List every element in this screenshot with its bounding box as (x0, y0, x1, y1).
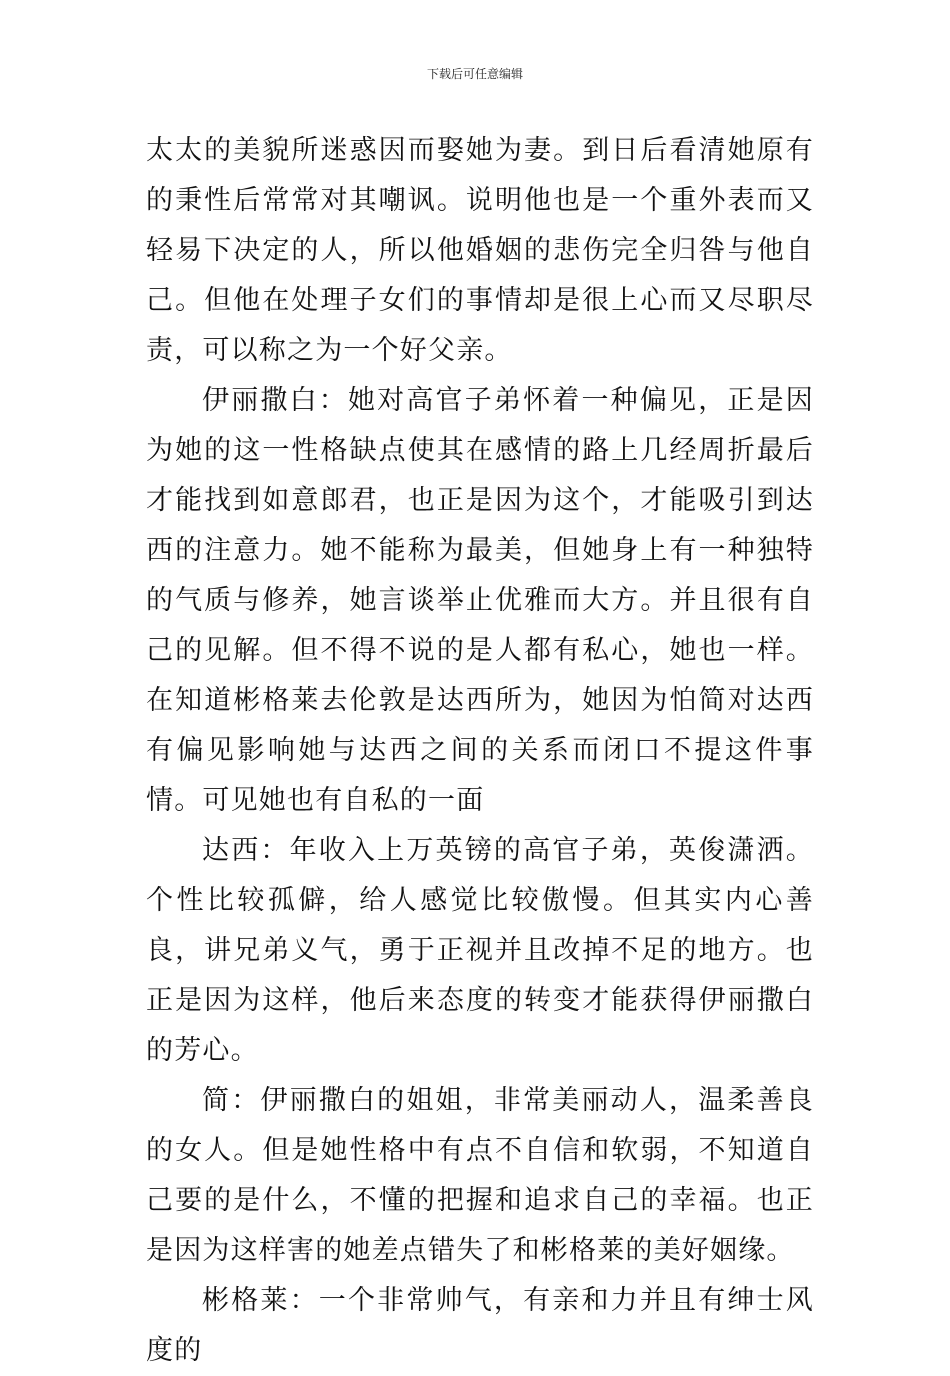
paragraph-darcy: 达西：年收入上万英镑的高官子弟，英俊潇洒。个性比较孤僻，给人感觉比较傲慢。但其实内心善良，讲兄弟义气，勇于正视并且改掉不足的地方。也正是因为这样，他后来态度的转变才能获得伊丽撒白的芳心。 (146, 835, 814, 1066)
paragraph-bingley: 彬格莱：一个非常帅气，有亲和力并且有绅士风度的 (146, 1285, 814, 1366)
page-header: 下载后可任意编辑 (426, 67, 523, 81)
document-body (146, 126, 814, 1376)
paragraph-elizabeth: 伊丽撒白：她对高官子弟怀着一种偏见，正是因为她的这一性格缺点使其在感情的路上几经周折最后才能找到如意郎君，也正是因为这个，才能吸引到达西的注意力。她不能称为最美，但她身上有一种独特的气质与修养，她言谈举止优雅而大方。并且很有自己的见解。但不得不说的是人都有私心，她也一样。在知道彬格莱去伦敦是达西所为，她因为怕简对达西有偏见影响她与达西之间的关系而闭口不提这件事情。可见她也有自私的一面 (146, 385, 814, 816)
paragraph-father: 太太的美貌所迷惑因而娶她为妻。到日后看清她原有的秉性后常常对其嘲讽。说明他也是一个重外表而又轻易下决定的人，所以他婚姻的悲伤完全归咎与他自己。但他在处理子女们的事情却是很上心而又尽职尽责，可以称之为一个好父亲。 (146, 135, 814, 366)
paragraph-jane: 简：伊丽撒白的姐姐，非常美丽动人，温柔善良的女人。但是她性格中有点不自信和软弱，不知道自己要的是什么，不懂的把握和追求自己的幸福。也正是因为这样害的她差点错失了和彬格莱的美好姻缘。 (146, 1085, 814, 1266)
